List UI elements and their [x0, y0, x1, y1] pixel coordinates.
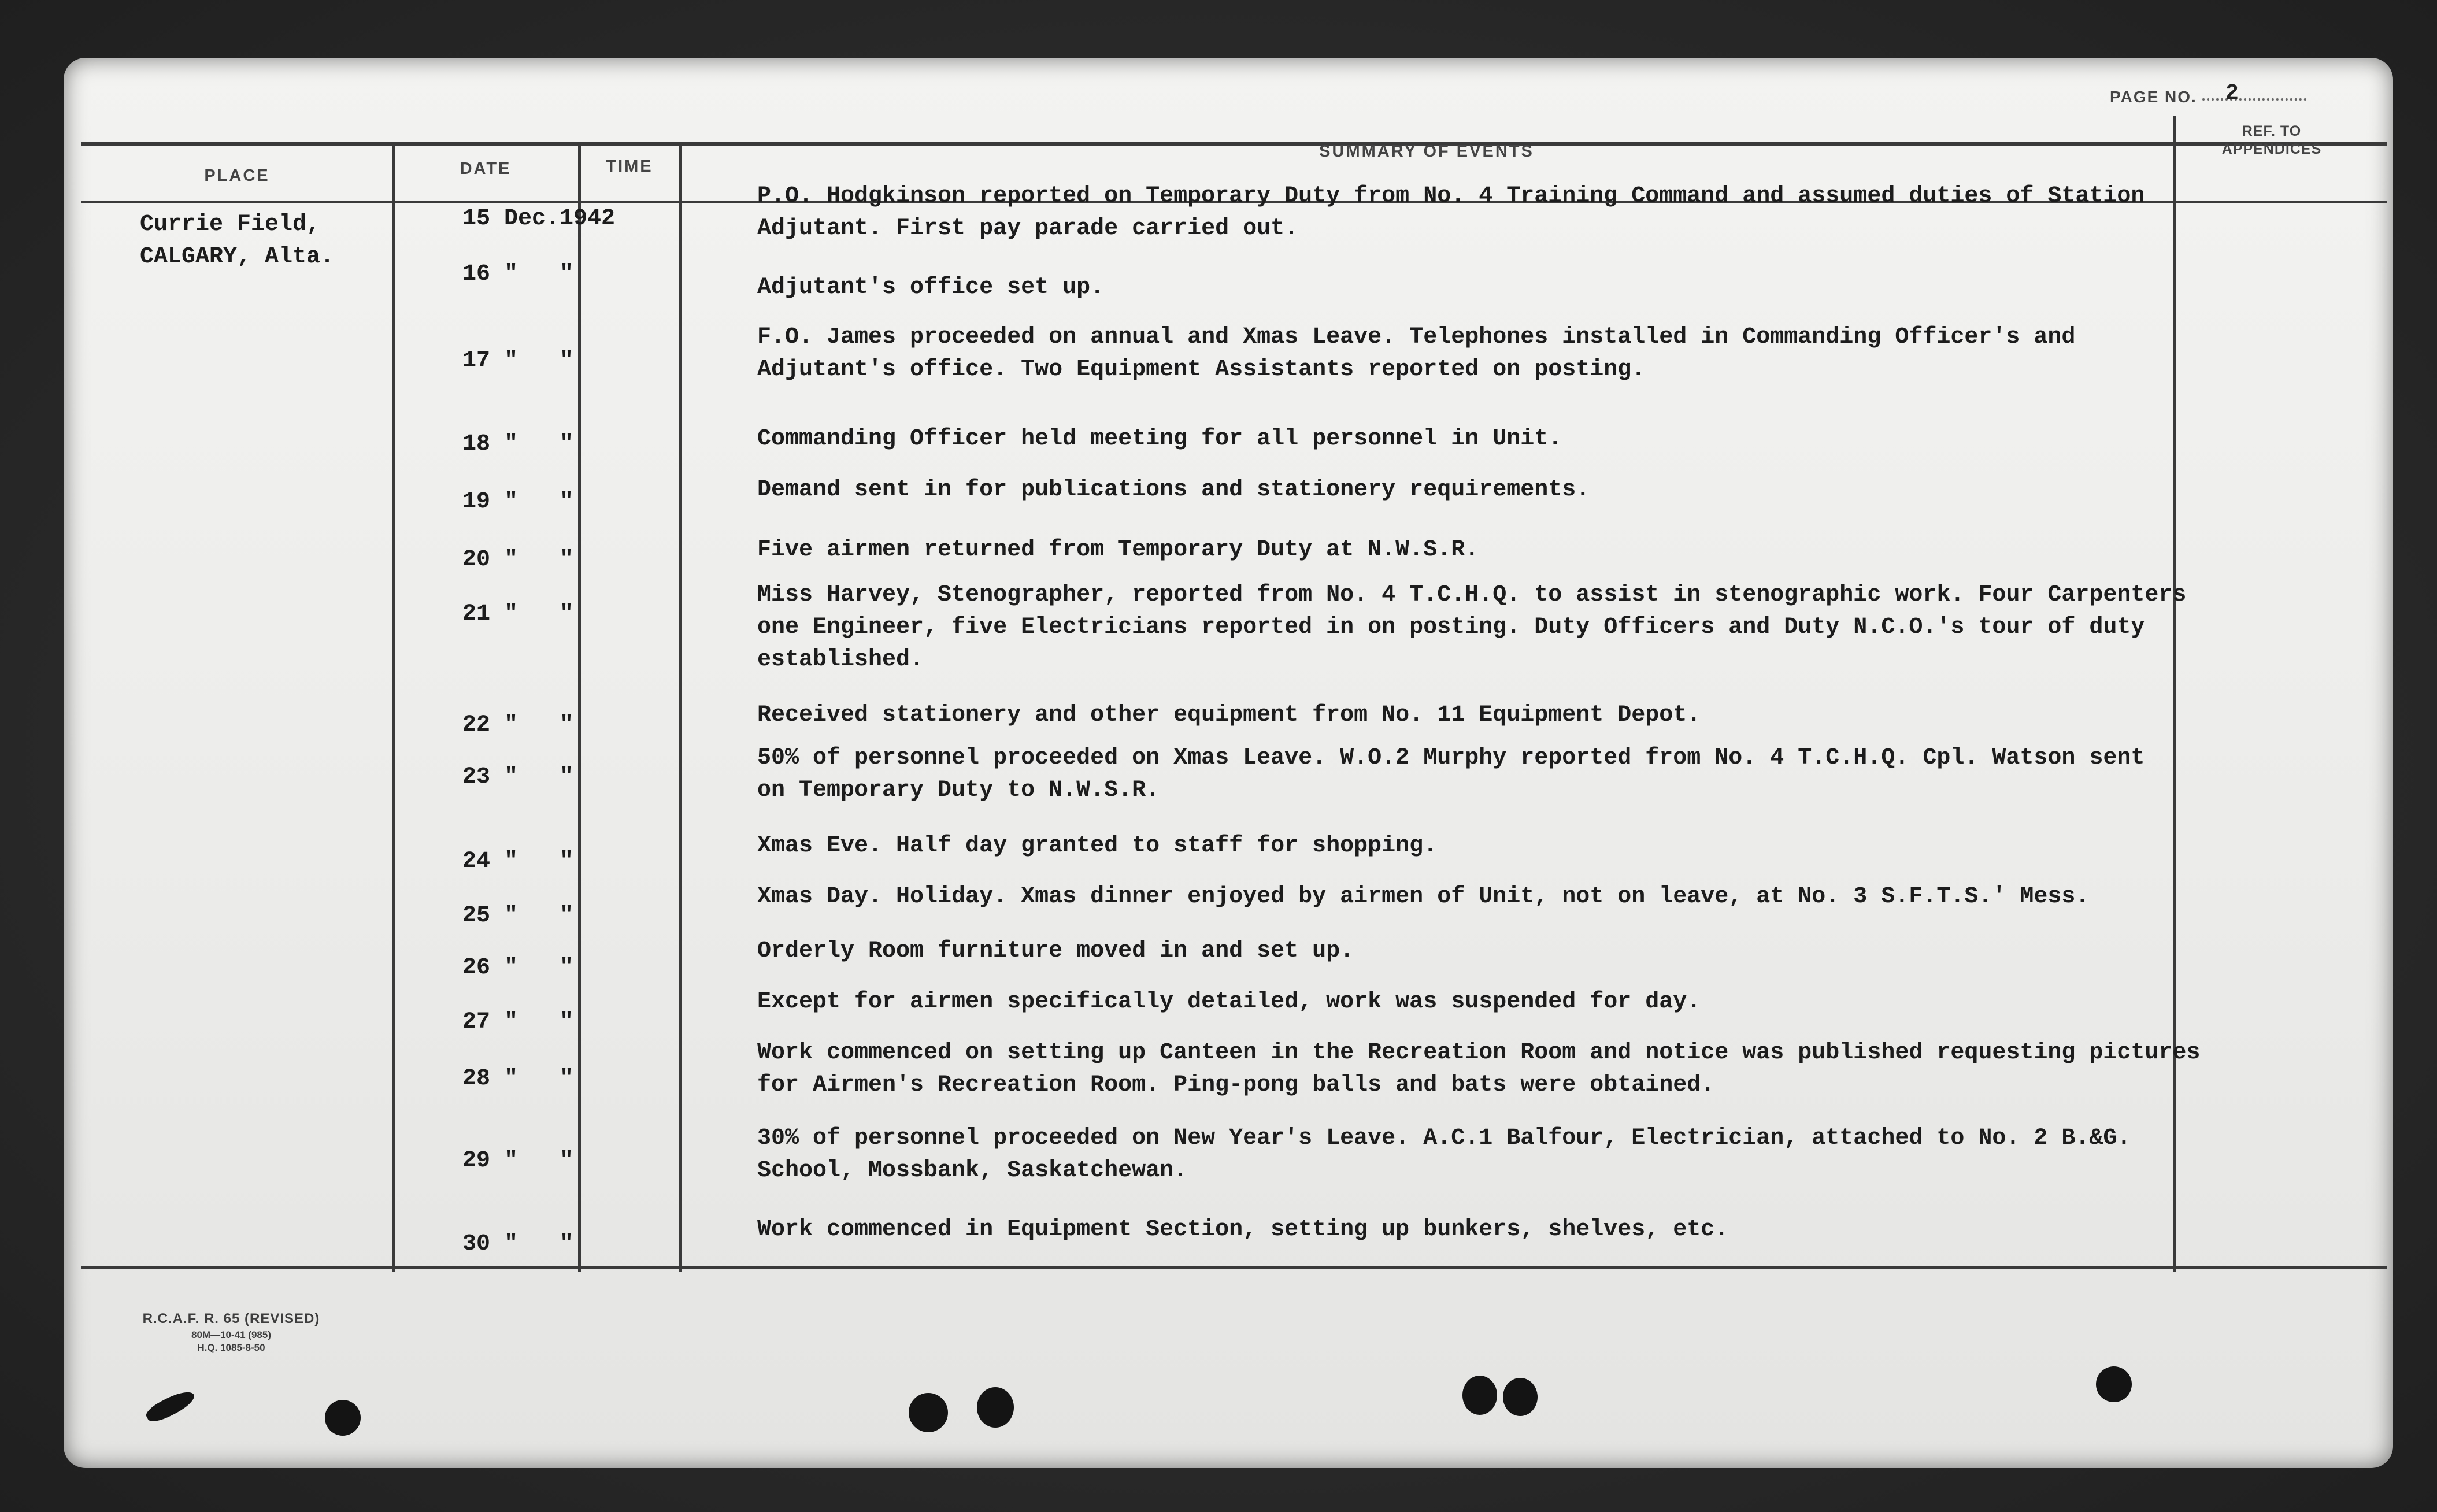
entry-date: 26 " "	[462, 955, 574, 981]
entry-summary	[757, 1122, 2225, 1187]
summary-line: Except for airmen specifically detailed, work was suspended for day.	[757, 989, 1701, 1015]
summary-line: one Engineer, five Electricians reported in on posting. Duty Officers and Duty N.C.O.'s tour of duty	[757, 614, 2145, 640]
column-header-ref-appendices	[2176, 123, 2367, 158]
punch-hole	[977, 1387, 1014, 1428]
entry-summary	[757, 1214, 2225, 1246]
place-date-divider	[392, 144, 395, 1272]
entry-date: 19 " "	[462, 489, 574, 515]
column-header-summary: SUMMARY OF EVENTS	[1319, 142, 1534, 161]
punch-hole	[1503, 1378, 1538, 1416]
summary-line: 50% of personnel proceeded on Xmas Leave. W.O.2 Murphy reported from No. 4 T.C.H.Q. Cpl. Watson sent	[757, 745, 2145, 771]
ref-line2: APPENDICES	[2221, 141, 2322, 157]
entry-date: 27 " "	[462, 1009, 574, 1035]
entry-summary	[757, 423, 2225, 455]
entry-summary	[757, 830, 2225, 862]
bottom-rule	[81, 1266, 2387, 1269]
summary-line: Demand sent in for publications and stationery requirements.	[757, 477, 1590, 503]
entry-summary	[757, 742, 2225, 807]
page-number-value: 2	[2225, 81, 2239, 106]
entry-summary	[757, 1037, 2225, 1102]
summary-line: Orderly Room furniture moved in and set up.	[757, 938, 1354, 964]
entry-date: 16 " "	[462, 261, 574, 287]
summary-line: Adjutant. First pay parade carried out.	[757, 216, 1299, 242]
summary-line: for Airmen's Recreation Room. Ping-pong balls and bats were obtained.	[757, 1072, 1715, 1098]
summary-line: Xmas Day. Holiday. Xmas dinner enjoyed by airmen of Unit, not on leave, at No. 3 S.F.T.S.' Mess.	[757, 884, 2090, 910]
summary-line: Adjutant's office set up.	[757, 275, 1105, 301]
punch-hole	[909, 1393, 948, 1432]
entry-date: 20 " "	[462, 547, 574, 573]
summary-line: P.O. Hodgkinson reported on Temporary Duty from No. 4 Training Command and assumed duties of Station	[757, 183, 2145, 209]
summary-line: Adjutant's office. Two Equipment Assistants reported on posting.	[757, 357, 1646, 383]
entry-summary	[757, 474, 2225, 506]
form-number-line2: 80M—10-41 (985)	[191, 1329, 271, 1340]
entry-summary	[757, 699, 2225, 732]
entry-date: 25 " "	[462, 903, 574, 929]
summary-line: Commanding Officer held meeting for all personnel in Unit.	[757, 426, 1562, 452]
place-line2: CALGARY, Alta.	[140, 244, 335, 270]
place-line1: Currie Field,	[140, 212, 321, 238]
entry-summary	[757, 935, 2225, 968]
summary-line: Received stationery and other equipment from No. 11 Equipment Depot.	[757, 702, 1701, 728]
column-header-time: TIME	[606, 157, 653, 176]
form-card	[64, 58, 2393, 1468]
entry-summary	[757, 180, 2225, 245]
entry-date: 21 " "	[462, 601, 574, 627]
ref-line1: REF. TO	[2242, 123, 2302, 139]
summary-line: on Temporary Duty to N.W.S.R.	[757, 777, 1160, 803]
column-header-place: PLACE	[204, 166, 270, 185]
punch-hole	[325, 1400, 361, 1436]
entry-date: 15 Dec.1942	[462, 206, 616, 232]
summary-line: School, Mossbank, Saskatchewan.	[757, 1158, 1188, 1184]
entry-date: 30 " "	[462, 1231, 574, 1257]
entry-summary	[757, 881, 2225, 913]
column-header-date: DATE	[460, 160, 512, 178]
entry-date: 17 " "	[462, 348, 574, 374]
summary-line: Miss Harvey, Stenographer, reported from No. 4 T.C.H.Q. to assist in stenographic work. Four Carpenters	[757, 582, 2187, 608]
punch-hole	[1462, 1376, 1497, 1415]
summary-line: Five airmen returned from Temporary Duty at N.W.S.R.	[757, 537, 1479, 563]
ink-smudge	[143, 1387, 198, 1426]
entry-date: 28 " "	[462, 1066, 574, 1092]
entry-summary	[757, 272, 2225, 304]
form-number	[104, 1311, 358, 1354]
summary-line: 30% of personnel proceeded on New Year's Leave. A.C.1 Balfour, Electrician, attached to No. 2 B.&G.	[757, 1125, 2131, 1151]
form-number-line3: H.Q. 1085-8-50	[197, 1342, 265, 1353]
time-summary-divider	[679, 144, 682, 1272]
entry-summary	[757, 321, 2225, 386]
entry-date: 24 " "	[462, 848, 574, 874]
date-time-divider	[578, 144, 581, 1272]
entry-date: 29 " "	[462, 1148, 574, 1174]
punch-hole	[2096, 1366, 2132, 1402]
entry-date: 23 " "	[462, 764, 574, 790]
form-number-line1: R.C.A.F. R. 65 (REVISED)	[142, 1311, 320, 1326]
entry-date: 22 " "	[462, 712, 574, 738]
summary-line: F.O. James proceeded on annual and Xmas Leave. Telephones installed in Commanding Officer's and	[757, 324, 2076, 350]
summary-line: established.	[757, 647, 924, 673]
page-number	[2110, 81, 2306, 110]
summary-line: Work commenced in Equipment Section, setting up bunkers, shelves, etc.	[757, 1217, 1729, 1243]
summary-line: Work commenced on setting up Canteen in the Recreation Room and notice was published requesting pictures	[757, 1040, 2201, 1066]
entry-date: 18 " "	[462, 431, 574, 457]
entry-summary	[757, 534, 2225, 566]
entry-summary	[757, 579, 2225, 676]
entry-summary	[757, 986, 2225, 1018]
page-number-dots	[2202, 98, 2306, 101]
page-number-label: PAGE NO.	[2110, 88, 2197, 106]
summary-line: Xmas Eve. Half day granted to staff for shopping.	[757, 833, 1438, 859]
